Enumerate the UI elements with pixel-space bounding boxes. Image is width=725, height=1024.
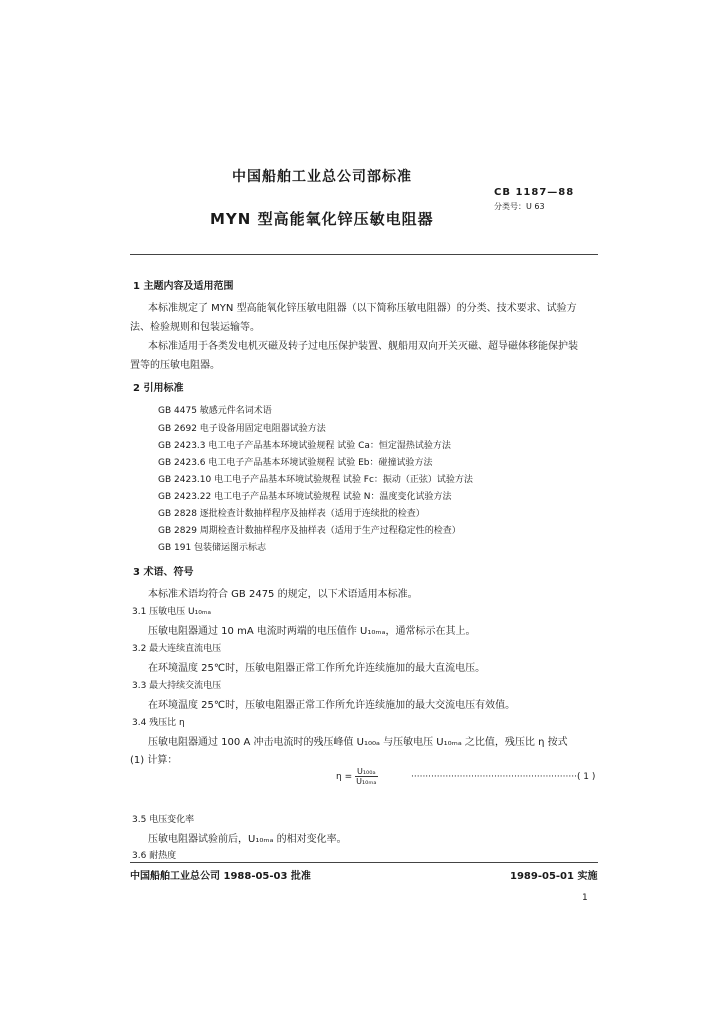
implementation-date: 1989-05-01 实施 xyxy=(510,871,598,882)
reference-item: GB 4475 敏感元件名词术语 xyxy=(158,406,272,416)
formula-lhs: η = xyxy=(336,772,353,782)
paragraph-line: 法、检验规则和包装运输等。 xyxy=(130,322,260,333)
formula-numerator: U₁₀₀ₐ xyxy=(356,767,376,776)
paragraph-line: 置等的压敏电阻器。 xyxy=(130,360,220,371)
reference-item: GB 2423.3 电工电子产品基本环境试验规程 试验 Ca：恒定湿热试验方法 xyxy=(158,441,451,451)
reference-item: GB 2423.10 电工电子产品基本环境试验规程 试验 Fc：振动（正弦）试验方法 xyxy=(158,475,473,485)
paragraph-line: 本标准规定了 MYN 型高能氧化锌压敏电阻器（以下简称压敏电阻器）的分类、技术要求、试验方 xyxy=(148,303,577,314)
page-number: 1 xyxy=(582,893,588,903)
reference-item: GB 191 包装储运图示标志 xyxy=(158,543,267,553)
issuing-organization: 中国船舶工业总公司部标准 xyxy=(232,169,412,185)
formula-dots: ·························································· xyxy=(411,772,577,782)
formula-leader-dots xyxy=(411,772,595,782)
formula-number: ( 1 ) xyxy=(576,772,596,782)
classification-number: 分类号：U 63 xyxy=(494,202,545,211)
section-heading-1: 1 主题内容及适用范围 xyxy=(133,281,234,292)
paragraph-line: 压敏电阻器通过 100 A 冲击电流时的残压峰值 U₁₀₀ₐ 与压敏电压 U₁₀ₘₐ 之比值，残压比 η 按式 xyxy=(148,737,568,748)
subsection-heading: 3.2 最大连续直流电压 xyxy=(132,644,222,654)
reference-item: GB 2423.6 电工电子产品基本环境试验规程 试验 Eb：碰撞试验方法 xyxy=(158,458,433,468)
subsection-heading: 3.1 压敏电压 U₁₀ₘₐ xyxy=(132,607,211,617)
subsection-heading: 3.4 残压比 η xyxy=(132,718,185,728)
paragraph-line: 本标准适用于各类发电机灭磁及转子过电压保护装置、舰船用双向开关灭磁、超导磁体移能保护装 xyxy=(148,341,578,352)
formula-fraction xyxy=(355,767,378,786)
subsection-heading: 3.5 电压变化率 xyxy=(132,815,195,825)
reference-item: GB 2828 逐批检查计数抽样程序及抽样表（适用于连续批的检查） xyxy=(158,509,425,519)
paragraph-line: 在环境温度 25℃时，压敏电阻器正常工作所允许连续施加的最大交流电压有效值。 xyxy=(148,700,516,711)
reference-item: GB 2423.22 电工电子产品基本环境试验规程 试验 N：温度变化试验方法 xyxy=(158,492,452,502)
reference-item: GB 2829 周期检查计数抽样程序及抽样表（适用于生产过程稳定性的检查） xyxy=(158,526,461,536)
formula-1 xyxy=(336,767,378,786)
paragraph-line: 本标准术语均符合 GB 2475 的规定，以下术语适用本标准。 xyxy=(148,589,418,600)
paragraph-line: 在环境温度 25℃时，压敏电阻器正常工作所允许连续施加的最大直流电压。 xyxy=(148,663,486,674)
reference-item: GB 2692 电子设备用固定电阻器试验方法 xyxy=(158,424,326,434)
standard-code: CB 1187—88 xyxy=(494,187,575,198)
approval-note: 中国船舶工业总公司 1988-05-03 批准 xyxy=(130,871,311,882)
paragraph-line: 压敏电阻器通过 10 mA 电流时两端的电压值作 U₁₀ₘₐ，通常标示在其上。 xyxy=(148,626,476,637)
document-title: MYN 型高能氧化锌压敏电阻器 xyxy=(210,210,434,228)
footer-divider xyxy=(130,862,598,863)
formula-denominator: U₁₀ₘₐ xyxy=(356,777,377,786)
section-heading-2: 2 引用标准 xyxy=(133,383,184,394)
paragraph-line: (1) 计算： xyxy=(130,755,178,766)
subsection-heading: 3.6 耐热度 xyxy=(132,851,177,861)
header-divider xyxy=(130,254,598,255)
paragraph-line: 压敏电阻器试验前后，U₁₀ₘₐ 的相对变化率。 xyxy=(148,834,347,845)
subsection-heading: 3.3 最大持续交流电压 xyxy=(132,681,222,691)
section-heading-3: 3 术语、符号 xyxy=(133,567,194,578)
